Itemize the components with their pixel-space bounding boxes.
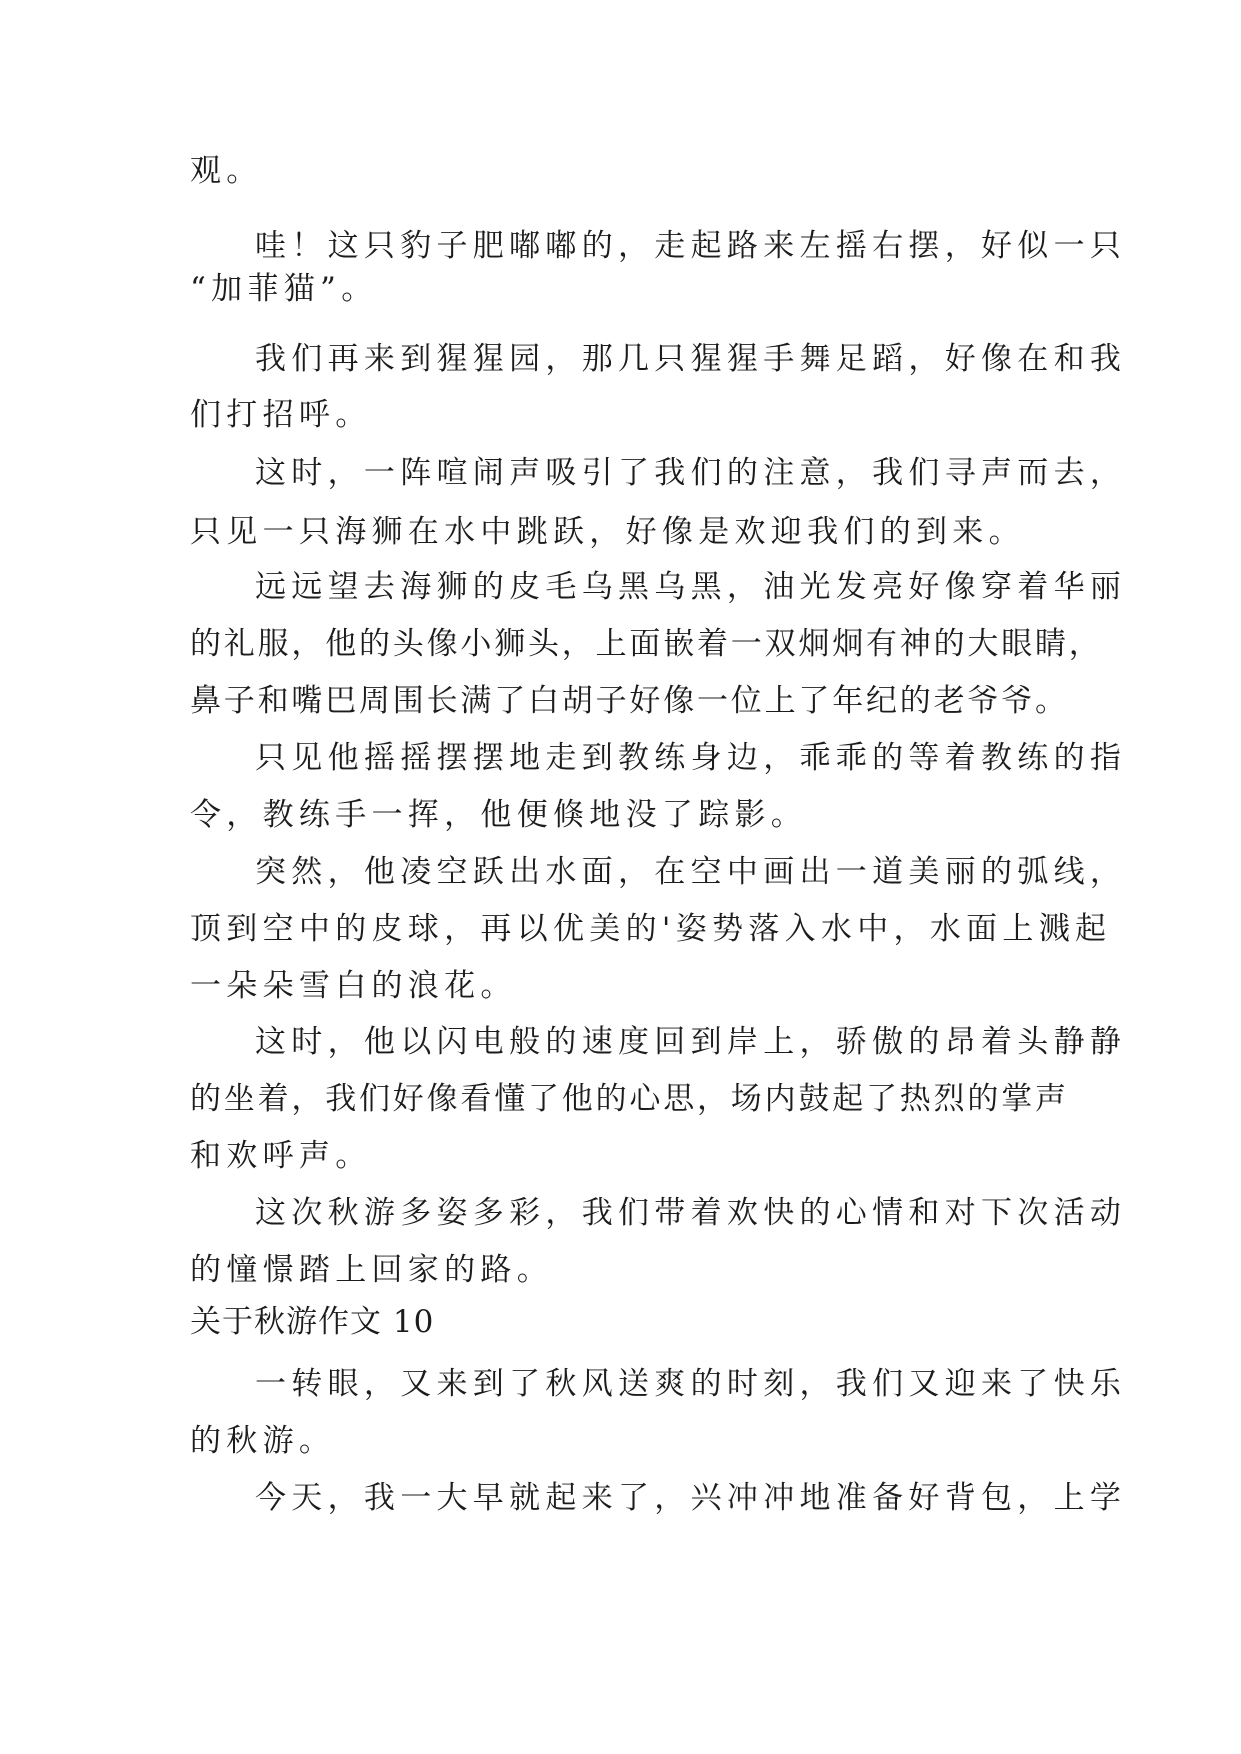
text-line: 的坐着，我们好像看懂了他的心思，场内鼓起了热烈的掌声 [190, 1081, 1069, 1117]
text-line: 这次秋游多姿多彩，我们带着欢快的心情和对下次活动 [255, 1195, 1127, 1231]
text-line: 只见他摇摇摆摆地走到教练身边，乖乖的等着教练的指 [255, 740, 1127, 776]
text-line: 远远望去海狮的皮毛乌黑乌黑，油光发亮好像穿着华丽 [255, 569, 1127, 605]
text-line: 的憧憬踏上回家的路。 [190, 1252, 553, 1288]
text-line: 只见一只海狮在水中跳跃，好像是欢迎我们的到来。 [190, 514, 1025, 550]
text-line: 鼻子和嘴巴周围长满了白胡子好像一位上了年纪的老爷爷。 [190, 683, 1069, 719]
text-line: 今天，我一大早就起来了，兴冲冲地准备好背包，上学 [255, 1480, 1127, 1516]
text-line: 的秋游。 [190, 1423, 336, 1459]
section-heading: 关于秋游作文 10 [190, 1304, 435, 1340]
text-line: 令，教练手一挥，他便倏地没了踪影。 [190, 797, 808, 833]
text-line: “加菲猫”。 [190, 271, 378, 307]
text-line: 们打招呼。 [190, 397, 372, 433]
text-line: 这时，他以闪电般的速度回到岸上，骄傲的昂着头静静 [255, 1024, 1127, 1060]
text-line: 突然，他凌空跃出水面，在空中画出一道美丽的弧线， [255, 854, 1127, 890]
text-line: 一转眼，又来到了秋风送爽的时刻，我们又迎来了快乐 [255, 1366, 1127, 1402]
text-line: 和欢呼声。 [190, 1138, 372, 1174]
text-line: 哇！这只豹子肥嘟嘟的，走起路来左摇右摆，好似一只 [255, 228, 1127, 264]
text-line: 一朵朵雪白的浪花。 [190, 968, 517, 1004]
text-line: 这时，一阵喧闹声吸引了我们的注意，我们寻声而去， [255, 455, 1127, 491]
text-line: 我们再来到猩猩园，那几只猩猩手舞足蹈，好像在和我 [255, 341, 1127, 377]
text-line: 的礼服，他的头像小狮头，上面嵌着一双炯炯有神的大眼睛， [190, 626, 1103, 662]
text-line: 观。 [190, 153, 263, 189]
text-line: 顶到空中的皮球，再以优美的'姿势落入水中，水面上溅起 [190, 911, 1112, 947]
